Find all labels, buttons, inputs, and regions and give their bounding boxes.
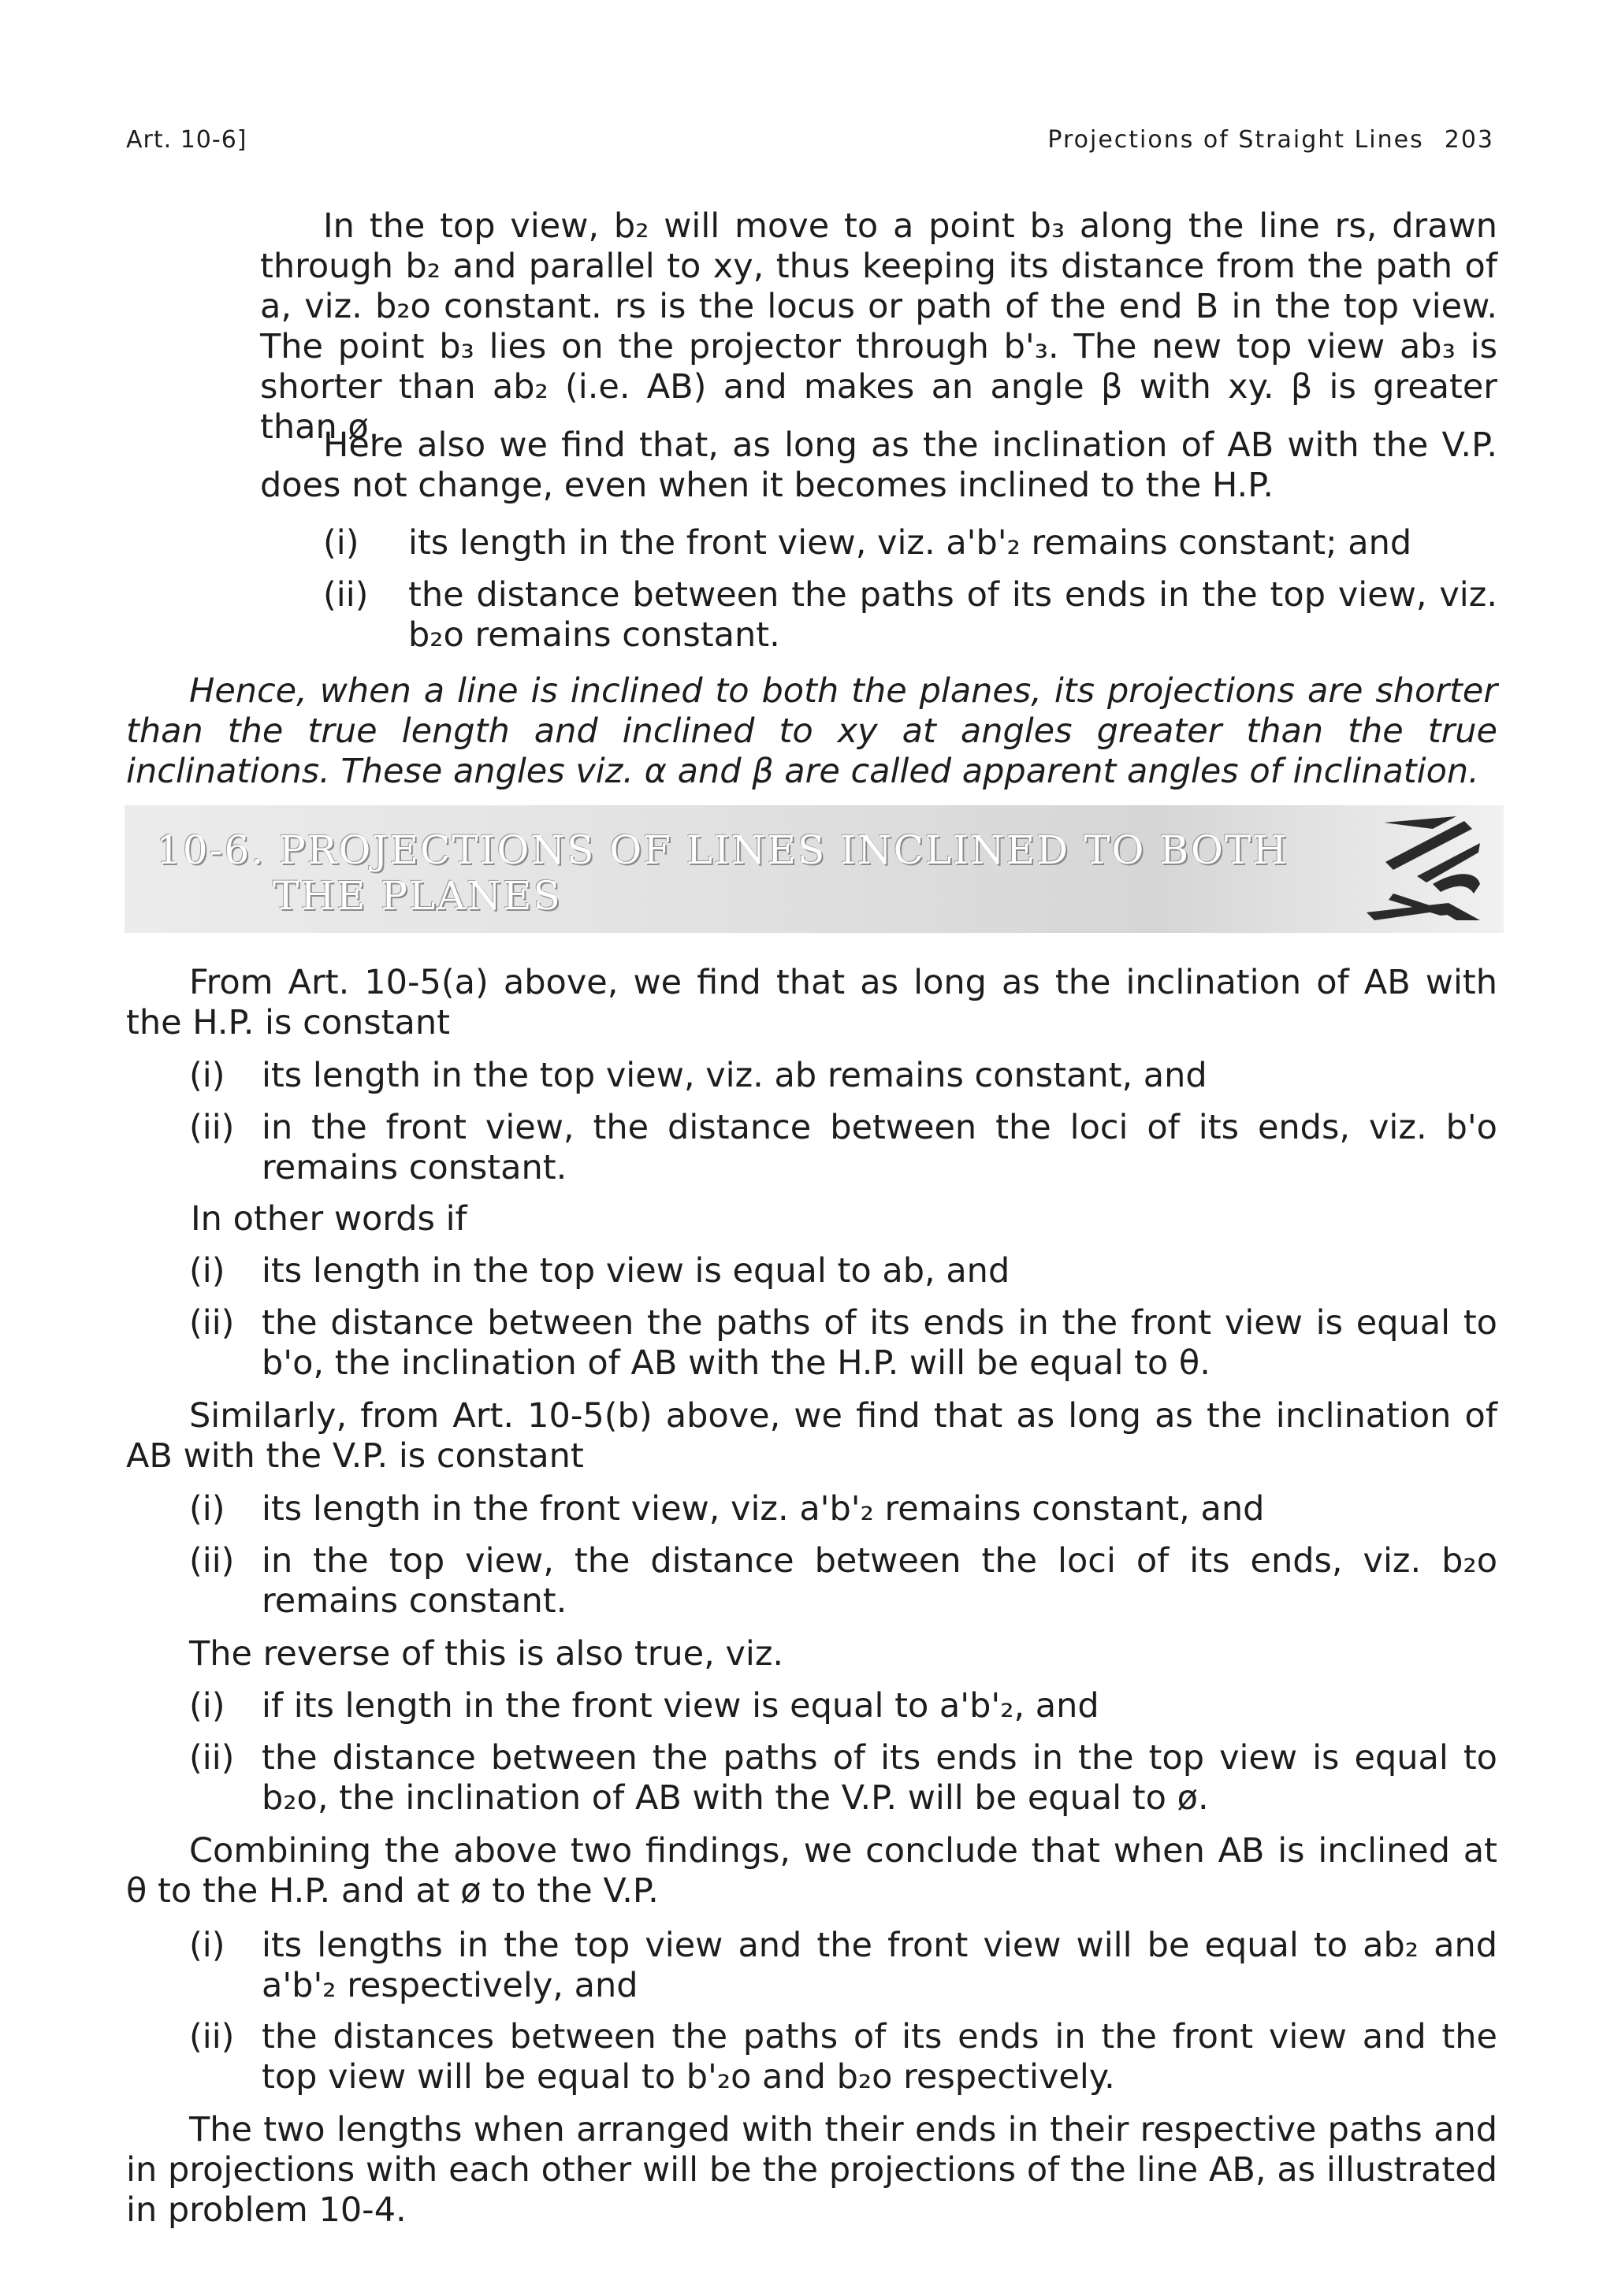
list-item-text: its length in the front view, viz. a'b'₂ remains constant; and: [408, 523, 1412, 563]
list-item: [189, 1541, 1497, 1622]
list-item: [189, 1303, 1497, 1384]
list-item: [189, 2017, 1497, 2097]
list-item-text: the distances between the paths of its ends in the front view and the top view will be equal to b'₂o and b₂o respectively.: [262, 2017, 1497, 2097]
list-item-text: its length in the top view is equal to ab, and: [262, 1251, 1010, 1291]
running-head-article: Art. 10-6]: [126, 126, 247, 154]
list-item-number: (i): [189, 1251, 225, 1291]
section-ornament-icon: [1338, 805, 1496, 933]
page-number: 203: [1444, 126, 1494, 154]
list-item: [323, 523, 1497, 563]
list-item-text: the distance between the paths of its ends in the top view, viz. b₂o remains constant.: [408, 575, 1497, 655]
list-item: [189, 1251, 1497, 1291]
list-item-number: (i): [323, 523, 359, 563]
list-item: [189, 1738, 1497, 1819]
list-item-text: the distance between the paths of its ends in the front view is equal to b'o, the inclination of AB with the H.P. will be equal to θ.: [262, 1303, 1497, 1383]
list-item-text: in the front view, the distance between the loci of its ends, viz. b'o remains constant.: [262, 1108, 1497, 1187]
list-item: [189, 1056, 1497, 1096]
section-title-line-1: PROJECTIONS OF LINES INCLINED TO BOTH: [279, 827, 1289, 873]
list-item-text: the distance between the paths of its ends in the top view is equal to b₂o, the inclination of AB with the V.P. will be equal to ø.: [262, 1738, 1497, 1818]
paragraph-5: In other words if: [191, 1199, 467, 1239]
section-heading: [156, 827, 1289, 919]
list-item-number: (ii): [189, 1541, 235, 1581]
paragraph-1: In the top view, b₂ will move to a point b₃ along the line rs, drawn through b₂ and parallel to xy, thus keeping its distance from the path of a, viz. b₂o constant. rs is the locus or path of the end B in the top view. The point b₃ lies on the projector through b'₃. The new top view ab₃ is shorter than ab₂ (i.e. AB) and makes an angle β with xy. β is greater than ø.: [260, 206, 1497, 447]
running-head-title: Projections of Straight Lines: [1047, 126, 1424, 154]
list-item-text: in the top view, the distance between the loci of its ends, viz. b₂o remains constant.: [262, 1541, 1497, 1621]
section-heading-banner: [125, 805, 1504, 933]
list-item-text: its length in the front view, viz. a'b'₂ remains constant, and: [262, 1489, 1265, 1529]
list-item-number: (ii): [323, 575, 369, 615]
paragraph-6: Similarly, from Art. 10-5(b) above, we find that as long as the inclination of AB with the V.P. is constant: [126, 1396, 1497, 1476]
section-number: 10-6.: [156, 827, 266, 873]
list-item: [189, 1489, 1497, 1529]
list-item-number: (ii): [189, 2017, 235, 2056]
list-item: [189, 1108, 1497, 1188]
list-item-number: (i): [189, 1056, 225, 1095]
list-item: [189, 1686, 1497, 1726]
list-item-number: (ii): [189, 1303, 235, 1343]
list-item: [189, 1926, 1497, 2006]
list-item-text: if its length in the front view is equal to a'b'₂, and: [262, 1686, 1099, 1726]
paragraph-4: From Art. 10-5(a) above, we find that as long as the inclination of AB with the H.P. is constant: [126, 963, 1497, 1042]
paragraph-8: Combining the above two findings, we conclude that when AB is inclined at θ to the H.P. and at ø to the V.P.: [126, 1831, 1497, 1911]
list-item-text: its lengths in the top view and the front view will be equal to ab₂ and a'b'₂ respectively, and: [262, 1926, 1497, 2005]
paragraph-9: The two lengths when arranged with their ends in their respective paths and in projections with each other will be the projections of the line AB, as illustrated in problem 10-4.: [126, 2110, 1497, 2230]
running-head: [1047, 126, 1494, 154]
list-item-number: (i): [189, 1686, 225, 1726]
list-item-number: (i): [189, 1489, 225, 1529]
paragraph-3-emphasis: Hence, when a line is inclined to both the planes, its projections are shorter than the true length and inclined to xy at angles greater than the true inclinations. These angles viz. α and β are called apparent angles of inclination.: [126, 671, 1497, 791]
list-item-number: (ii): [189, 1738, 235, 1778]
paragraph-7: The reverse of this is also true, viz.: [189, 1634, 784, 1674]
paragraph-2: Here also we find that, as long as the inclination of AB with the V.P. does not change, even when it becomes inclined to the H.P.: [260, 425, 1497, 505]
list-item-number: (i): [189, 1926, 225, 1965]
section-title-line-2: THE PLANES: [273, 873, 562, 919]
list-item-number: (ii): [189, 1108, 235, 1147]
list-item: [323, 575, 1497, 656]
list-item-text: its length in the top view, viz. ab remains constant, and: [262, 1056, 1207, 1095]
